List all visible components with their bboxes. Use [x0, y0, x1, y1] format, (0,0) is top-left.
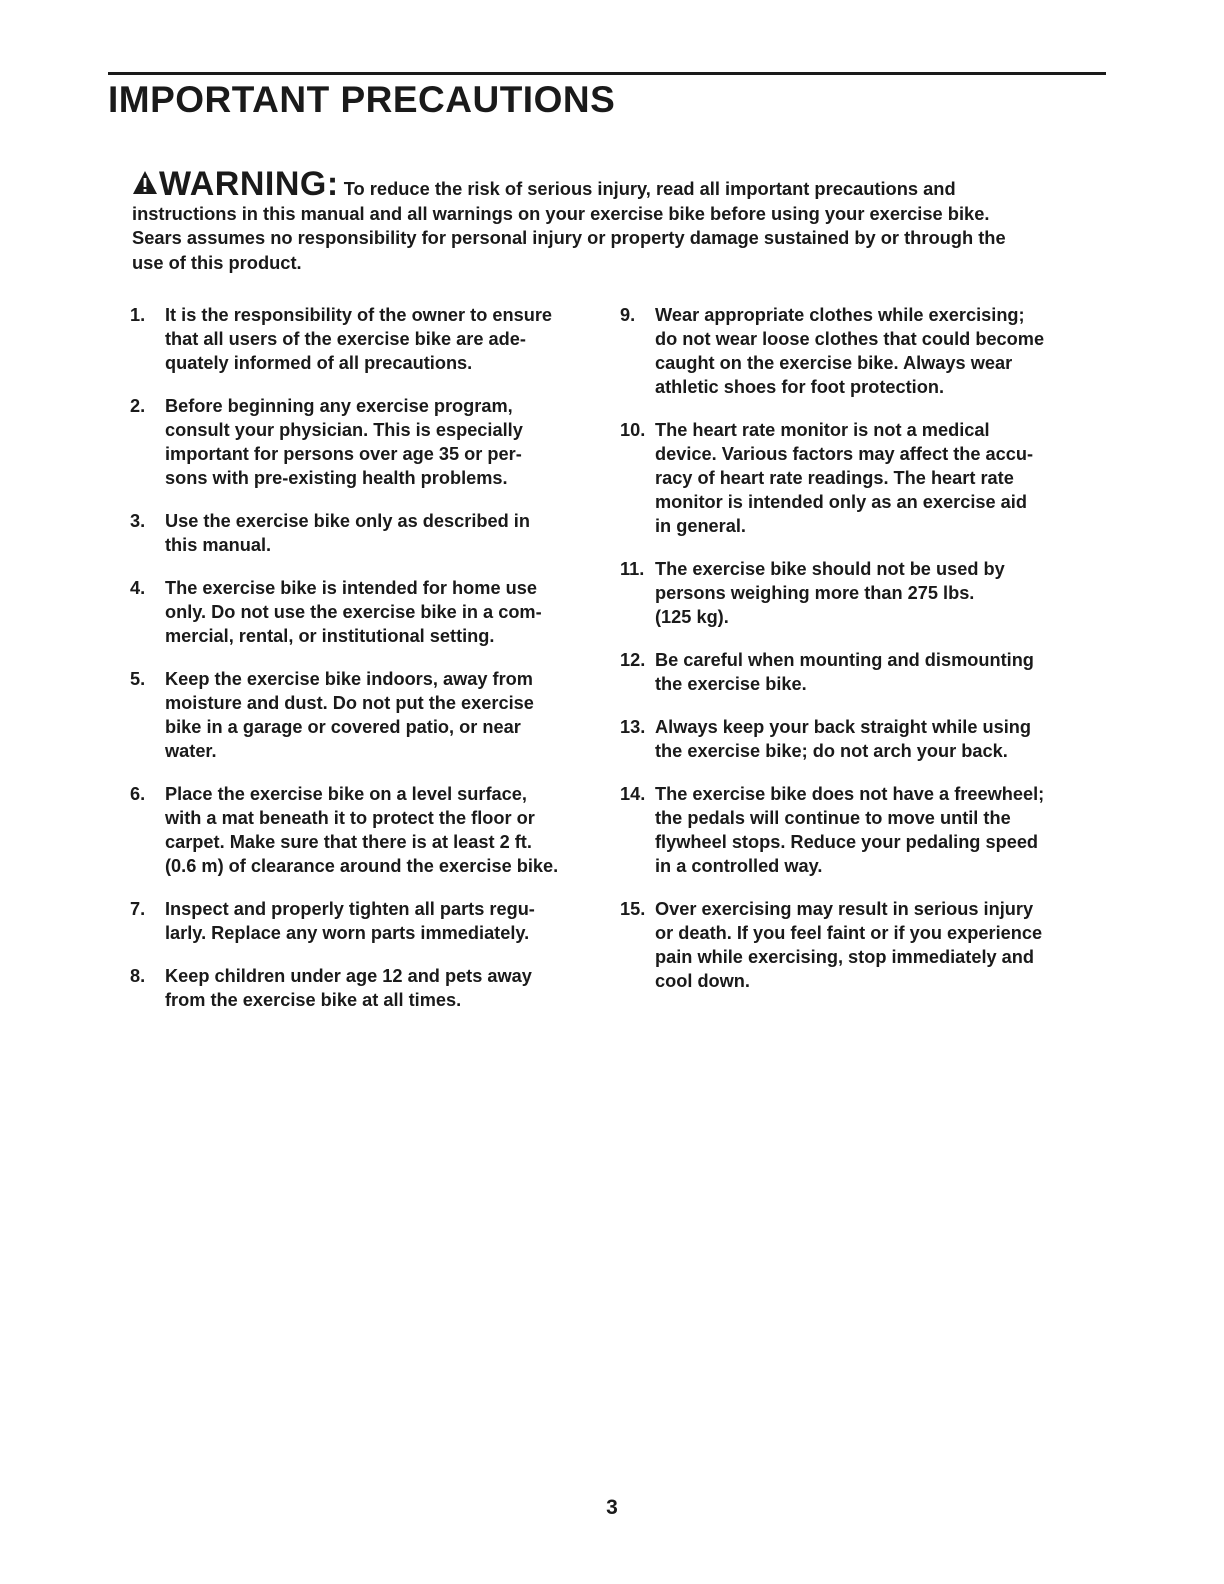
precaution-text-line: flywheel stops. Reduce your pedaling speed: [655, 832, 1039, 852]
precaution-text-line: quately informed of all precautions.: [165, 353, 473, 373]
precaution-number: 11.: [620, 559, 645, 579]
precautions-right-column: [620, 303, 1090, 1012]
precaution-text-line: Always keep your back straight while using: [655, 717, 1031, 737]
precaution-item: [620, 418, 1090, 538]
precaution-text-line: Before beginning any exercise program,: [165, 396, 513, 416]
precaution-text-line: (125 kg).: [655, 607, 729, 627]
precaution-text-line: Use the exercise bike only as described in: [165, 511, 530, 531]
precaution-item: [620, 897, 1090, 993]
precaution-text-line: only. Do not use the exercise bike in a com-: [165, 602, 542, 622]
precaution-text-line: moisture and dust. Do not put the exercise: [165, 693, 534, 713]
precaution-item: [620, 715, 1090, 763]
precaution-text-line: mercial, rental, or institutional setting.: [165, 626, 495, 646]
precaution-text-line: in general.: [655, 516, 746, 536]
page-title: IMPORTANT PRECAUTIONS: [108, 79, 616, 120]
precaution-text-line: The exercise bike does not have a freewheel;: [655, 784, 1045, 804]
precaution-item: [620, 648, 1090, 696]
precaution-item: [130, 964, 600, 1012]
precaution-number: 7.: [130, 899, 146, 919]
precaution-text-line: racy of heart rate readings. The heart rate: [655, 468, 1014, 488]
precaution-number: 8.: [130, 966, 146, 986]
precaution-number: 1.: [130, 305, 146, 325]
precaution-number: 9.: [620, 305, 636, 325]
precaution-text-line: in a controlled way.: [655, 856, 823, 876]
precaution-text-line: important for persons over age 35 or per-: [165, 444, 522, 464]
precaution-number: 6.: [130, 784, 146, 804]
precaution-text-line: carpet. Make sure that there is at least 2 ft.: [165, 832, 532, 852]
precaution-number: 4.: [130, 578, 146, 598]
precaution-text-line: Wear appropriate clothes while exercising;: [655, 305, 1025, 325]
warning-line: To reduce the risk of serious injury, read all important precautions and: [338, 178, 956, 199]
precaution-text-line: bike in a garage or covered patio, or near: [165, 717, 521, 737]
page-number: 3: [606, 1496, 618, 1519]
precaution-text-line: from the exercise bike at all times.: [165, 990, 462, 1010]
precaution-text-line: caught on the exercise bike. Always wear: [655, 353, 1013, 373]
precaution-number: 12.: [620, 650, 646, 670]
precaution-text-line: that all users of the exercise bike are ade-: [165, 329, 526, 349]
precaution-text-line: sons with pre-existing health problems.: [165, 468, 508, 488]
precaution-text-line: pain while exercising, stop immediately and: [655, 947, 1035, 967]
precaution-text-line: the exercise bike; do not arch your back.: [655, 741, 1008, 761]
precaution-text-line: Keep the exercise bike indoors, away from: [165, 669, 533, 689]
precaution-text-line: The heart rate monitor is not a medical: [655, 420, 990, 440]
precaution-text-line: with a mat beneath it to protect the floor or: [165, 808, 535, 828]
precaution-text-line: The exercise bike should not be used by: [655, 559, 1005, 579]
title-rule: [108, 72, 1106, 75]
precaution-item: [130, 782, 600, 878]
precaution-number: 13.: [620, 717, 646, 737]
precaution-text-line: this manual.: [165, 535, 272, 555]
precaution-number: 5.: [130, 669, 146, 689]
precaution-text-line: Place the exercise bike on a level surface,: [165, 784, 527, 804]
precaution-text-line: do not wear loose clothes that could become: [655, 329, 1045, 349]
precaution-text-line: device. Various factors may affect the accu-: [655, 444, 1034, 464]
warning-paragraph: [132, 165, 1092, 275]
precaution-number: 14.: [620, 784, 646, 804]
warning-line: instructions in this manual and all warnings on your exercise bike before using your exercise bike.: [132, 202, 990, 224]
precaution-number: 10.: [620, 420, 646, 440]
warning-line: use of this product.: [132, 251, 302, 273]
precaution-item: [130, 576, 600, 648]
precaution-item: [130, 303, 600, 375]
precaution-text-line: persons weighing more than 275 lbs.: [655, 583, 975, 603]
precaution-item: [620, 782, 1090, 878]
precaution-item: [130, 667, 600, 763]
precaution-text-line: the exercise bike.: [655, 674, 807, 694]
precaution-text-line: athletic shoes for foot protection.: [655, 377, 944, 397]
precaution-text-line: Over exercising may result in serious injury: [655, 899, 1034, 919]
precaution-text-line: the pedals will continue to move until the: [655, 808, 1011, 828]
precaution-item: [130, 394, 600, 490]
warning-line: Sears assumes no responsibility for personal injury or property damage sustained by or through the: [132, 227, 1006, 248]
precaution-text-line: consult your physician. This is especially: [165, 420, 523, 440]
precaution-number: 15.: [620, 899, 646, 919]
precaution-text-line: It is the responsibility of the owner to ensure: [165, 305, 553, 325]
precaution-text-line: (0.6 m) of clearance around the exercise bike.: [165, 856, 559, 876]
precaution-text-line: Inspect and properly tighten all parts regu-: [165, 899, 535, 919]
precaution-text-line: The exercise bike is intended for home use: [165, 578, 537, 598]
precaution-text-line: monitor is intended only as an exercise aid: [655, 492, 1027, 512]
precaution-item: [130, 509, 600, 557]
precaution-text-line: water.: [165, 741, 217, 761]
warning-label: WARNING:: [159, 165, 339, 203]
warning-triangle-icon: [132, 170, 158, 202]
precautions-left-column: [130, 303, 600, 1031]
precaution-text-line: cool down.: [655, 971, 750, 991]
precaution-item: [130, 897, 600, 945]
precaution-text-line: Keep children under age 12 and pets away: [165, 966, 532, 986]
precaution-item: [620, 303, 1090, 399]
precaution-item: [620, 557, 1090, 629]
precaution-text-line: or death. If you feel faint or if you experience: [655, 923, 1043, 943]
precaution-number: 2.: [130, 396, 146, 416]
precaution-text-line: Be careful when mounting and dismounting: [655, 650, 1034, 670]
precaution-number: 3.: [130, 511, 146, 531]
precaution-text-line: larly. Replace any worn parts immediately.: [165, 923, 530, 943]
